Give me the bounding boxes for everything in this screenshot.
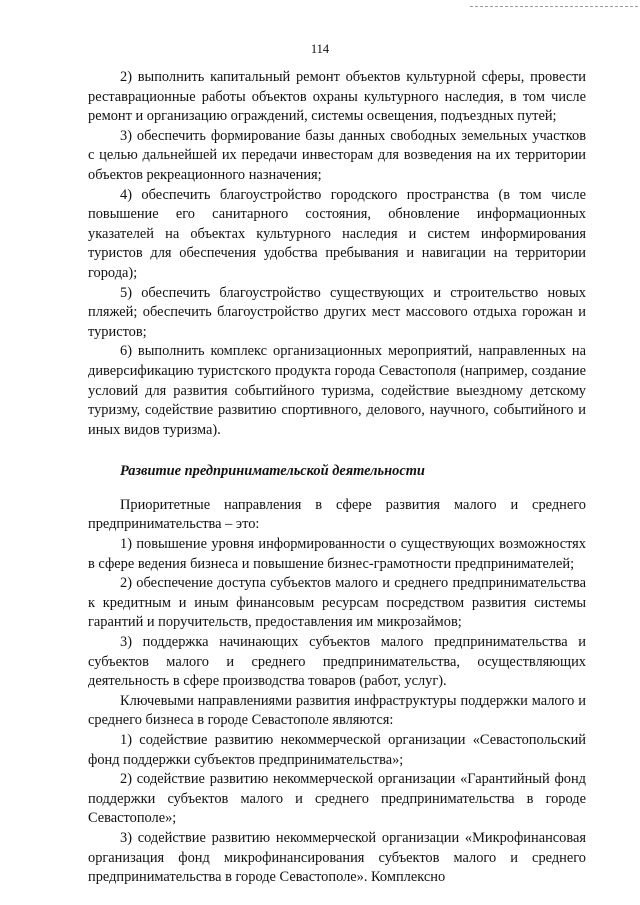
top-edge-rule — [470, 6, 638, 7]
section-heading: Развитие предпринимательской деятельности — [120, 463, 425, 480]
list-item-4-urban-improvement: 4) обеспечить благоустройство городского пространства (в том числе повышение его санитарного состояния, обновление информационных указателей на объектах культурного наследия и систем информирования туристов для обеспечения удобства пребывания и навигации на территории города); — [88, 186, 586, 281]
list-item-5-beaches: 5) обеспечить благоустройство существующих и строительство новых пляжей; обеспечить благоустройство других мест массового отдыха горожан и туристов; — [88, 284, 586, 340]
priority-item-3: 3) поддержка начинающих субъектов малого предпринимательства и субъектов малого и среднего предпринимательства, осуществляющих деятельность в сфере производства товаров (работ, услуг). — [88, 634, 586, 690]
list-item-2-capital-repair: 2) выполнить капитальный ремонт объектов культурной сферы, провести реставрационные работы объектов охраны культурного наследия, в том числе ремонт и организацию ограждений, системы освещения, подъездных путей; — [88, 69, 586, 125]
infrastructure-item-3: 3) содействие развитию некоммерческой организации «Микрофинансовая организация фонд микрофинансирования субъектов малого и среднего предпринимательства в городе Севастополе». Комплексно — [88, 829, 586, 886]
list-item-6-tourism-diversification: 6) выполнить комплекс организационных мероприятий, направленных на диверсификацию туристского продукта города Севастополя (например, создание условий для развития событийного туризма, содействие выездному детскому туризму, содействие развитию спортивного, делового, научного, событийного и иных видов туризма). — [88, 343, 586, 438]
priority-item-2: 2) обеспечение доступа субъектов малого и среднего предпринимательства к кредитным и иным финансовым ресурсам посредством развития системы гарантий и поручительств, предоставления им микрозаймов; — [88, 575, 586, 631]
document-body — [88, 68, 586, 888]
list-item-3-land-database: 3) обеспечить формирование базы данных свободных земельных участков с целью дальнейшей их передачи инвесторам для возведения на их территории объектов рекреационного назначения; — [88, 127, 586, 183]
infrastructure-item-2: 2) содействие развитию некоммерческой организации «Гарантийный фонд поддержки субъектов малого и среднего предпринимательства в городе Севастополе»; — [88, 771, 586, 827]
priority-directions-intro: Приоритетные направления в сфере развития малого и среднего предпринимательства – это: — [88, 496, 586, 533]
infrastructure-intro: Ключевыми направлениями развития инфраструктуры поддержки малого и среднего бизнеса в городе Севастополе являются: — [88, 692, 586, 729]
page-number: 114 — [310, 42, 330, 56]
priority-item-1: 1) повышение уровня информированности о существующих возможностях в сфере ведения бизнеса и повышение бизнес-грамотности предпринимателей; — [88, 536, 586, 572]
infrastructure-item-1: 1) содействие развитию некоммерческой организации «Севастопольский фонд поддержки субъектов предпринимательства»; — [88, 732, 586, 768]
